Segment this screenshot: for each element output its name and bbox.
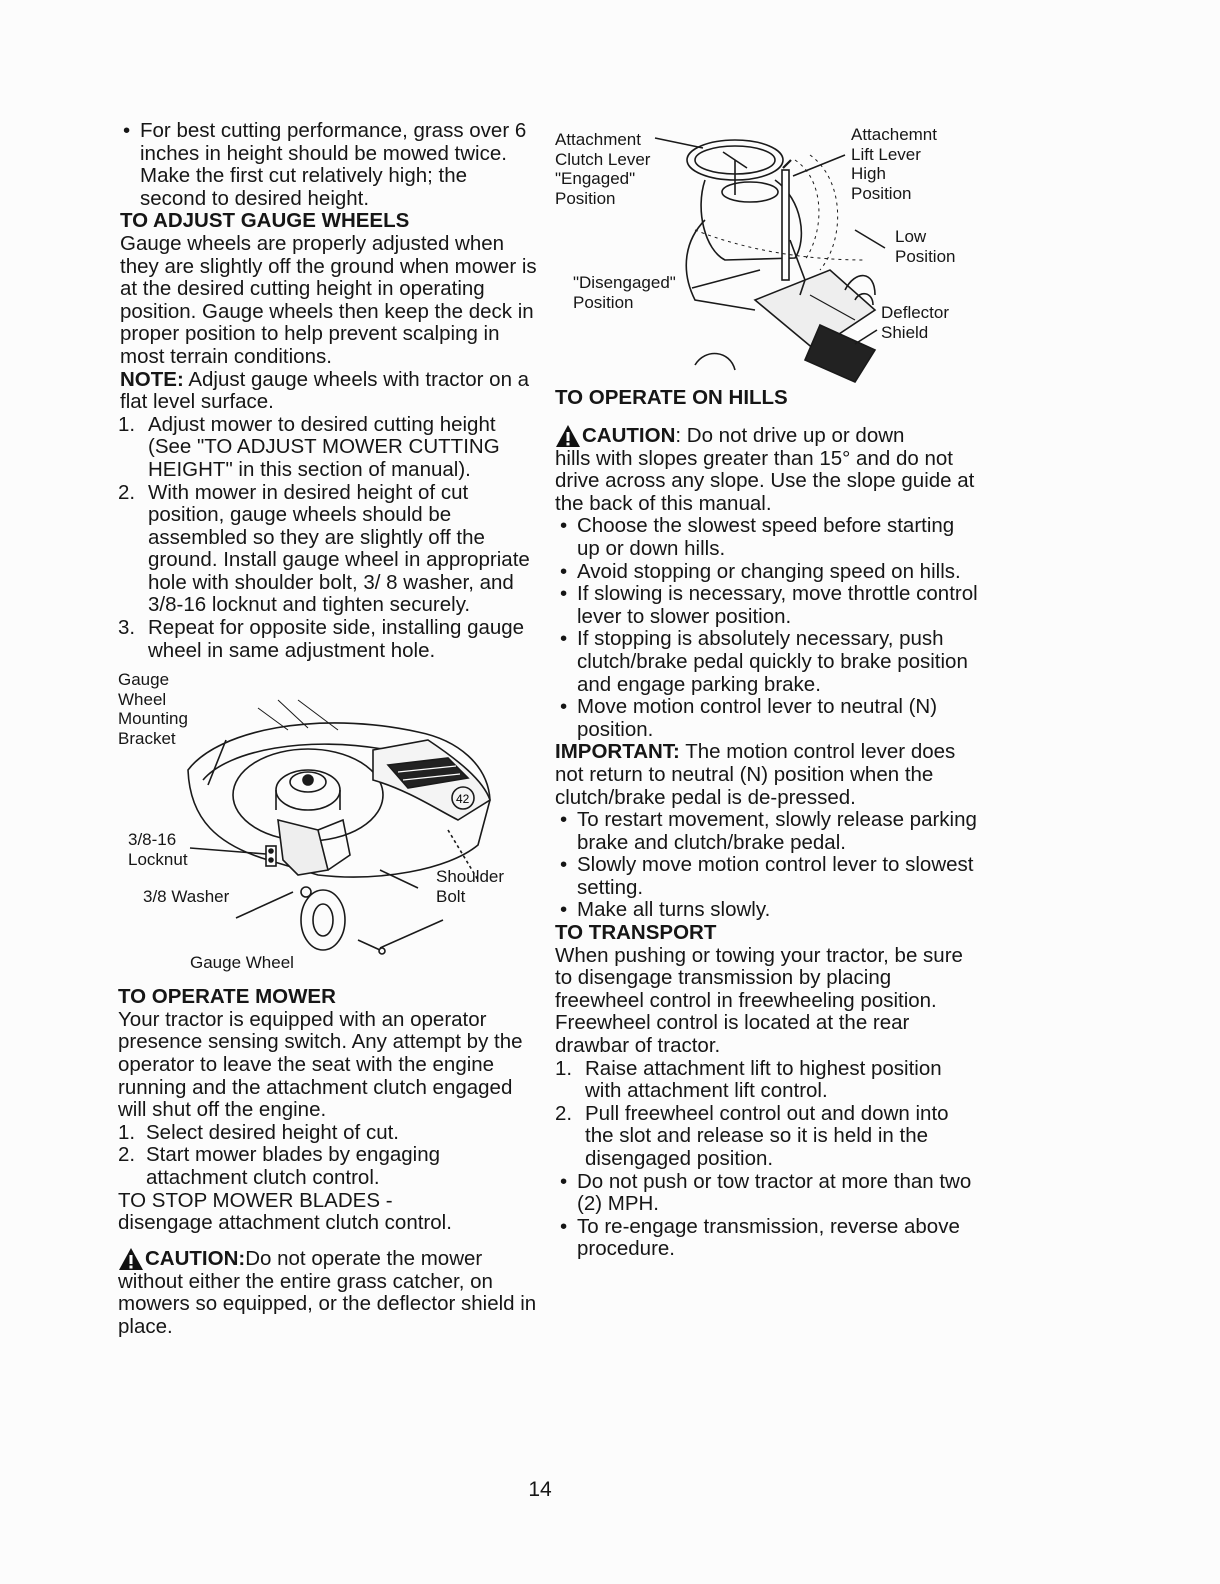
restart-bullets: [555, 809, 980, 922]
transport-step: 2. Pull freewheel control out and down into the slot and release so it is held in the disengaged position.: [555, 1101, 949, 1170]
operate-mower-paragraph: Your tractor is equipped with an operator presence sensing switch. Any attempt by the operator to leave the seat with the engine running and the attachment clutch engaged will shut off the engine.: [118, 1007, 523, 1122]
operate-step: 2. Start mower blades by engaging attachment clutch control.: [118, 1143, 441, 1189]
operate-step: 1. Select desired height of cut.: [118, 1120, 399, 1144]
transport-paragraph: When pushing or towing your tractor, be sure to disengage transmission by placing freewheel control in freewheeling position. Freewheel control is located at the rear drawbar of tractor.: [555, 943, 963, 1058]
gauge-steps: [118, 414, 538, 663]
attachment-lever-figure: [555, 120, 980, 385]
label-shoulder-bolt: Shoulder Bolt: [436, 867, 505, 906]
operate-steps: [118, 1122, 538, 1190]
hill-bullets: [555, 515, 980, 741]
important-note: [555, 741, 980, 809]
label-washer: 3/8 Washer: [143, 887, 230, 907]
list-item: • If stopping is absolutely necessary, push clutch/brake pedal quickly to brake position and engage parking brake.: [555, 628, 980, 696]
gauge-wheel-figure: [118, 670, 538, 992]
caution-label: CAUTION:: [145, 1247, 246, 1271]
mower-caution: [118, 1247, 538, 1339]
caution-text: without either the entire grass catcher, on mowers so equipped, or the deflector shield in place.: [118, 1269, 537, 1338]
list-item: • To re-engage transmission, reverse above procedure.: [555, 1216, 980, 1261]
label-deflector-shield: Deflector Shield: [881, 303, 950, 342]
list-item: • Slowly move motion control lever to slowest setting.: [555, 854, 980, 899]
note-text: Adjust gauge wheels with tractor on a flat level surface.: [120, 367, 530, 414]
list-item: • Do not push or tow tractor at more than two (2) MPH.: [555, 1171, 980, 1216]
operate-mower-heading: TO OPERATE MOWER: [118, 985, 336, 1009]
label-clutch-engaged: Attachment Clutch Lever "Engaged" Position: [555, 130, 651, 208]
gauge-step: 1. Adjust mower to desired cutting height (See "TO ADJUST MOWER CUTTING HEIGHT" in this section of manual).: [118, 412, 500, 481]
right-column: [555, 120, 980, 1261]
caution-label: CAUTION: [582, 424, 676, 447]
caution-text-first: Do not operate the mower: [245, 1247, 483, 1271]
caution-text-first: : Do not drive up or down: [675, 424, 905, 447]
gauge-step: 2. With mower in desired height of cut position, gauge wheels should be assembled so they are slightly off the ground. Install gauge wheel in appropriate hole with shoulder bolt, 3/ 8 washer, and 3/8-16 locknut and tighten securely.: [118, 480, 530, 617]
label-low-position: Low Position: [895, 227, 956, 266]
caution-text: hills with slopes greater than 15° and do not drive across any slope. Use the slope guide at the back of this manual.: [555, 446, 975, 515]
list-item: • Choose the slowest speed before starting up or down hills.: [555, 515, 980, 560]
gauge-wheels-paragraph: Gauge wheels are properly adjusted when they are slightly off the ground when mower is at the desired cutting height in operating position. Gauge wheels then keep the deck in proper position to help prevent scalping in most terrain conditions.: [120, 231, 537, 368]
list-item: • To restart movement, slowly release parking brake and clutch/brake pedal.: [555, 809, 980, 854]
important-text: The motion control lever does not return to neutral (N) position when the clutch/brake pedal is de-pressed.: [555, 740, 956, 809]
page-number: 14: [528, 1478, 552, 1501]
warning-icon: [555, 424, 581, 448]
list-item: • Avoid stopping or changing speed on hills.: [555, 561, 980, 584]
label-gauge-wheel: Gauge Wheel: [190, 953, 294, 973]
gauge-wheels-heading: TO ADJUST GAUGE WHEELS: [120, 209, 410, 233]
transport-heading: TO TRANSPORT: [555, 921, 717, 945]
label-disengaged: "Disengaged" Position: [573, 273, 676, 312]
label-bracket: Gauge Wheel Mounting Bracket: [118, 670, 188, 748]
transport-step: 1. Raise attachment lift to highest position with attachment lift control.: [555, 1056, 942, 1103]
important-label: IMPORTANT:: [555, 740, 680, 764]
intro-bullet: • For best cutting performance, grass over 6 inches in height should be mowed twice. Make the first cut relatively high; the second to desired height.: [118, 120, 538, 210]
label-lift-lever-high: Attachemnt Lift Lever High Position: [851, 125, 937, 203]
hills-heading: TO OPERATE ON HILLS: [555, 386, 788, 409]
list-item: • If slowing is necessary, move throttle control lever to slower position.: [555, 583, 980, 628]
gauge-note: [120, 369, 538, 414]
transport-steps: [555, 1058, 980, 1171]
stop-blades-instruction: disengage attachment clutch control.: [118, 1211, 452, 1235]
label-locknut: 3/8-16 Locknut: [128, 830, 188, 869]
hills-caution: [555, 424, 980, 516]
warning-icon: [118, 1247, 144, 1271]
transport-bullets: [555, 1171, 980, 1261]
deck-badge: 42: [456, 792, 470, 807]
note-label: NOTE:: [120, 367, 184, 391]
left-column: [118, 120, 538, 1339]
stop-blades-line: TO STOP MOWER BLADES -: [118, 1188, 393, 1212]
list-item: • Move motion control lever to neutral (N) position.: [555, 696, 980, 741]
gauge-step: 3. Repeat for opposite side, installing gauge wheel in same adjustment hole.: [118, 616, 525, 662]
list-item: • Make all turns slowly.: [555, 899, 980, 922]
